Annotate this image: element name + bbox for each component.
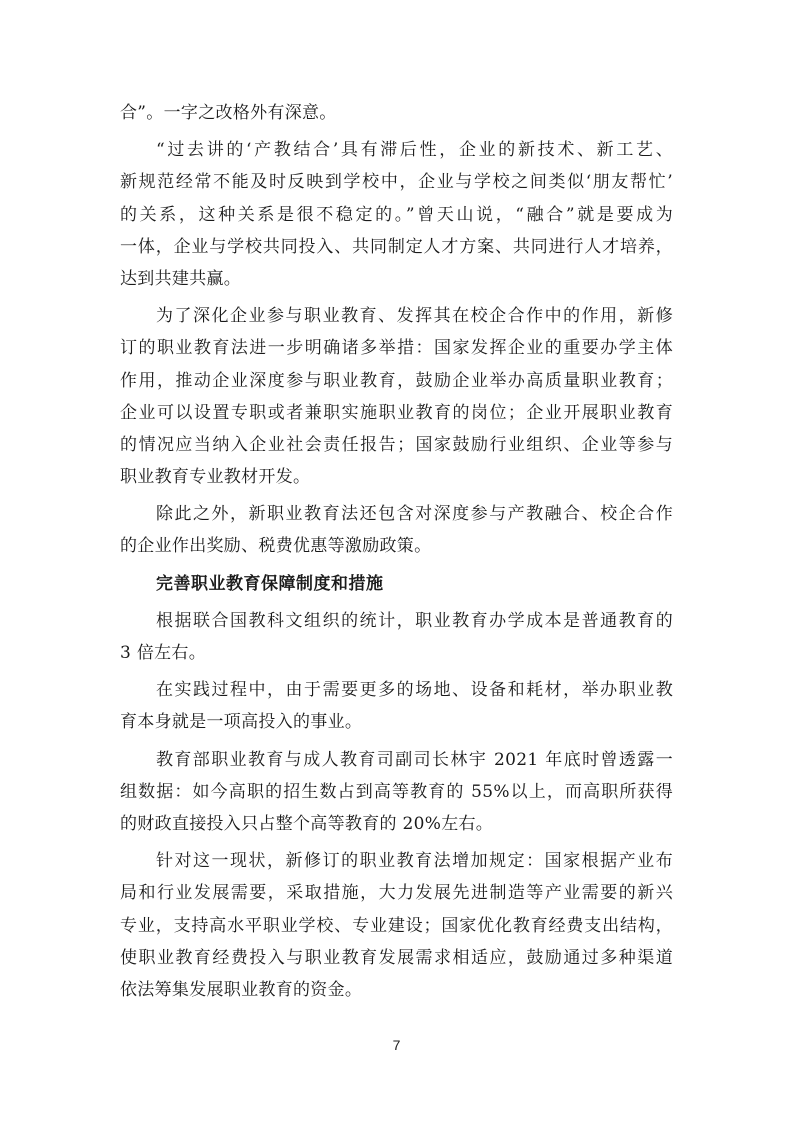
section-heading: 完善职业教育保障制度和措施 (156, 573, 384, 594)
paragraph-line: 教育部职业教育与成人教育司副司长林宇 2021 年底时曾透露一 (156, 749, 673, 770)
paragraph-line: 组数据：如今高职的招生数占到高等教育的 55%以上，而高职所获得 (120, 781, 673, 802)
paragraph-line: 使职业教育经费投入与职业教育发展需求相适应，鼓励通过多种渠道 (120, 947, 673, 968)
paragraph-line: 为了深化企业参与职业教育、发挥其在校企合作中的作用，新修 (156, 306, 673, 327)
paragraph-line: 订的职业教育法进一步明确诸多举措：国家发挥企业的重要办学主体 (120, 338, 673, 359)
paragraph-line: 在实践过程中，由于需要更多的场地、设备和耗材，举办职业教 (156, 680, 673, 701)
page-number: 7 (392, 1037, 401, 1053)
paragraph-line: 局和行业发展需要，采取措施，大力发展先进制造等产业需要的新兴 (120, 883, 673, 904)
paragraph-line: “过去讲的‘产教结合’具有滞后性，企业的新技术、新工艺、 (156, 140, 673, 161)
paragraph-line: 新规范经常不能及时反映到学校中，企业与学校之间类似‘朋友帮忙’ (120, 172, 673, 193)
paragraph-line: 育本身就是一项高投入的事业。 (120, 712, 363, 733)
body-text (120, 97, 673, 1006)
paragraph-line: 一体，企业与学校共同投入、共同制定人才方案、共同进行人才培养， (120, 236, 673, 257)
paragraph-line: 的财政直接投入只占整个高等教育的 20%左右。 (120, 813, 494, 834)
paragraph-line: 职业教育专业教材开发。 (120, 467, 311, 488)
paragraph-line: 合”。一字之改格外有深意。 (120, 103, 337, 123)
paragraph-line: 除此之外，新职业教育法还包含对深度参与产教融合、校企合作 (156, 504, 673, 525)
paragraph-line: 专业，支持高水平职业学校、专业建设；国家优化教育经费支出结构， (120, 915, 673, 936)
paragraph-line: 3 倍左右。 (120, 643, 207, 663)
paragraph-line: 达到共建共赢。 (120, 268, 242, 289)
paragraph-line: 针对这一现状，新修订的职业教育法增加规定：国家根据产业布 (156, 851, 673, 872)
paragraph-line: 依法筹集发展职业教育的资金。 (120, 979, 363, 1000)
paragraph-line: 根据联合国教科文组织的统计，职业教育办学成本是普通教育的 (156, 610, 673, 631)
paragraph-line: 的企业作出奖励、税费优惠等激励政策。 (120, 536, 432, 557)
paragraph-line: 的关系，这种关系是很不稳定的。”曾天山说，“融合”就是要成为 (120, 204, 673, 225)
paragraph-line: 作用，推动企业深度参与职业教育，鼓励企业举办高质量职业教育； (120, 370, 673, 391)
paragraph-line: 的情况应当纳入企业社会责任报告；国家鼓励行业组织、企业等参与 (120, 434, 673, 455)
paragraph-line: 企业可以设置专职或者兼职实施职业教育的岗位；企业开展职业教育 (120, 402, 673, 423)
